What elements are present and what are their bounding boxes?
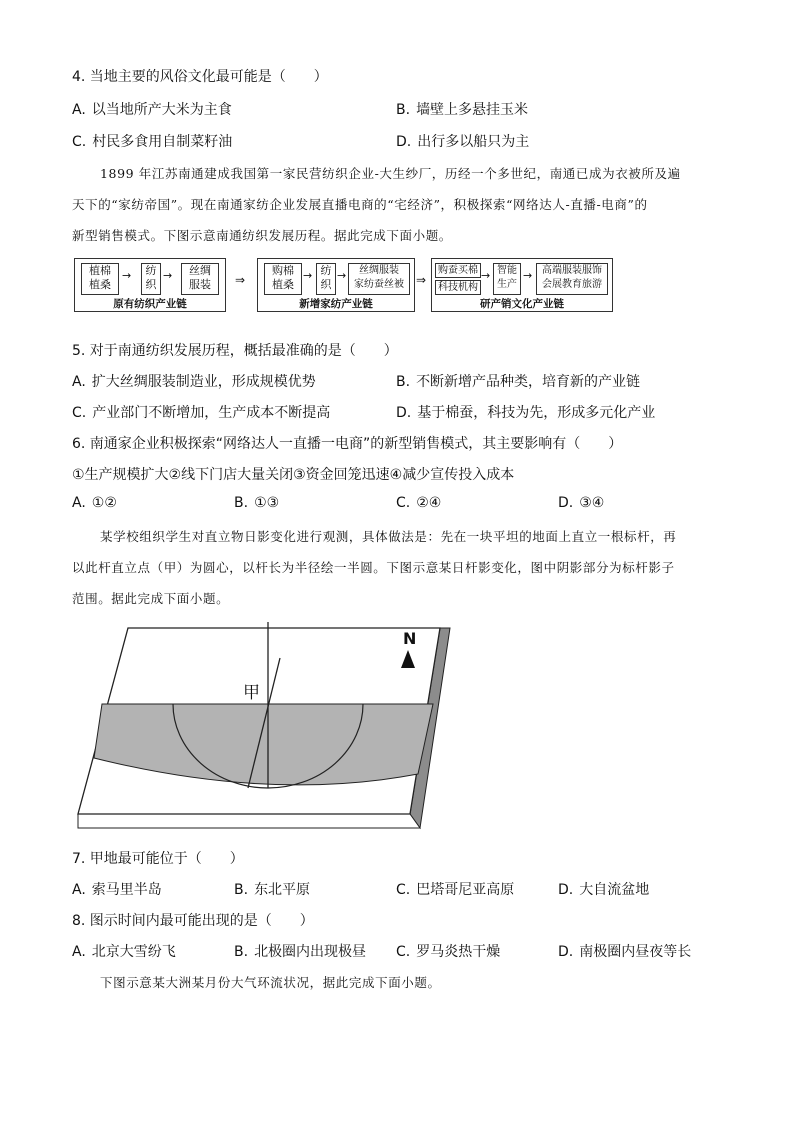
question-5-stem: 5. 对于南通纺织发展历程，概括最准确的是（ ） <box>72 343 398 359</box>
stage1-box-spinning <box>141 263 161 295</box>
q7-option-a <box>72 879 162 899</box>
option-label: B. <box>234 495 249 511</box>
q4-option-c <box>72 131 232 151</box>
option-label: A. <box>72 944 86 960</box>
box-text: 服装 <box>189 278 211 291</box>
passage-1-line-2: 天下的“家纺帝国”。现在南通家纺企业发展直播电商的“宅经济”，积极探索“网络达人-直播-电商”的 <box>72 197 648 212</box>
option-text: ③④ <box>579 495 605 511</box>
q8-option-b <box>234 941 366 961</box>
box-text: 会展教育旅游 <box>542 279 602 290</box>
option-text: 不断新增产品种类，培育新的产业链 <box>416 374 641 390</box>
shadow-diagram <box>70 618 470 833</box>
q7-option-b <box>234 879 310 899</box>
stage3-box-production <box>493 263 521 295</box>
passage-3-line-1: 下图示意某大洲某月份大气环流状况，据此完成下面小题。 <box>100 975 441 990</box>
question-7-stem: 7. 甲地最可能位于（ ） <box>72 851 244 867</box>
question-8-stem: 8. 图示时间内最可能出现的是（ ） <box>72 913 314 929</box>
option-text: 巴塔哥尼亚高原 <box>416 882 515 898</box>
box-text: 生产 <box>497 279 517 290</box>
q6-option-c <box>396 495 441 511</box>
right-arrow-icon: → <box>122 269 132 282</box>
option-label: D. <box>396 405 412 421</box>
box-text: 植棉 <box>89 264 111 277</box>
stage1-box-planting <box>81 263 119 295</box>
stage2-box-products <box>348 263 410 295</box>
stage2-box-spinning <box>316 263 336 295</box>
option-label: C. <box>72 134 87 150</box>
question-6-stem: 6. 南通家企业积极探索“网络达人一直播一电商”的新型销售模式，其主要影响有（ ） <box>72 436 623 452</box>
double-arrow-icon: ⇒ <box>416 273 427 287</box>
option-text: 扩大丝绸服装制造业，形成规模优势 <box>91 374 316 390</box>
q6-option-b <box>234 495 279 511</box>
stage3-box-sourcing: 购蚕买棉 <box>435 263 481 278</box>
q4-option-b <box>396 99 528 119</box>
stage2-box-sourcing <box>264 263 302 295</box>
q8-option-d <box>558 941 691 961</box>
q8-option-c <box>396 941 500 961</box>
stage3-box-products <box>536 263 608 295</box>
option-label: C. <box>396 944 411 960</box>
q5-option-d <box>396 402 655 422</box>
option-text: 东北平原 <box>254 882 311 898</box>
passage-1-line-1: 1899 年江苏南通建成我国第一家民营纺织企业-大生纱厂，历经一个多世纪，南通已成为衣被所及遍 <box>100 166 681 181</box>
option-label: A. <box>72 495 86 511</box>
right-arrow-icon: → <box>523 269 533 282</box>
passage-2-line-1: 某学校组织学生对直立物日影变化进行观测，具体做法是：先在一块平坦的地面上直立一根标杆，再 <box>100 529 677 544</box>
option-text: 大自流盆地 <box>579 882 650 898</box>
passage-2-line-3: 范围。据此完成下面小题。 <box>72 591 230 606</box>
box-text: 家纺蚕丝被 <box>354 279 404 290</box>
right-arrow-icon: → <box>337 269 347 282</box>
stage2-caption: 新增家纺产业链 <box>299 298 373 310</box>
option-text: 产业部门不断增加，生产成本不断提高 <box>92 405 331 421</box>
option-text: 南极圈内昼夜等长 <box>579 944 692 960</box>
box-text: 智能 <box>497 265 517 276</box>
box-text: 织 <box>145 278 157 291</box>
option-label: B. <box>396 102 411 118</box>
option-text: 村民多食用自制菜籽油 <box>92 134 233 150</box>
stage1-box-products <box>181 263 219 295</box>
box-text: 高端服装服饰 <box>542 265 602 276</box>
north-label: N <box>403 629 417 648</box>
q5-option-c <box>72 402 330 422</box>
point-jia-label: 甲 <box>243 683 260 703</box>
option-label: B. <box>234 882 249 898</box>
question-6-items: ①生产规模扩大②线下门店大量关闭③资金回笼迅速④减少宣传投入成本 <box>72 467 515 483</box>
slab-front <box>78 814 420 828</box>
box-text: 丝绸 <box>189 264 211 277</box>
option-label: C. <box>72 405 87 421</box>
right-arrow-icon: → <box>303 269 313 282</box>
option-label: C. <box>396 495 411 511</box>
option-label: A. <box>72 102 86 118</box>
option-label: A. <box>72 374 86 390</box>
q4-option-a <box>72 99 232 119</box>
double-arrow-icon: ⇒ <box>235 273 246 287</box>
stage1-caption: 原有纺织产业链 <box>113 298 187 310</box>
question-4-stem: 4. 当地主要的风俗文化最可能是（ ） <box>72 69 328 85</box>
flowchart-stage-3 <box>431 258 613 312</box>
box-text: 丝绸服装 <box>359 265 399 276</box>
option-text: ②④ <box>416 495 442 511</box>
q7-option-d <box>558 879 649 899</box>
option-text: 出行多以船只为主 <box>417 134 530 150</box>
box-text: 购棉 <box>272 264 294 277</box>
box-text: 纺 <box>145 264 157 277</box>
option-label: D. <box>558 495 574 511</box>
stage3-box-research: 科技机构 <box>435 280 481 295</box>
passage-2-line-2: 以此杆直立点（甲）为圆心，以杆长为半径绘一半圆。下图示意某日杆影变化，图中阴影部分为标杆影子 <box>72 560 675 575</box>
option-label: D. <box>558 944 574 960</box>
option-text: 墙壁上多悬挂玉米 <box>416 102 529 118</box>
right-arrow-icon: → <box>163 269 173 282</box>
option-text: 索马里半岛 <box>91 882 162 898</box>
option-text: 以当地所产大米为主食 <box>91 102 232 118</box>
box-text: 植桑 <box>272 278 294 291</box>
option-text: 北极圈内出现极昼 <box>254 944 367 960</box>
option-label: B. <box>396 374 411 390</box>
option-label: A. <box>72 882 86 898</box>
passage-1-line-3: 新型销售模式。下图示意南通纺织发展历程。据此完成下面小题。 <box>72 228 452 243</box>
box-text: 纺 <box>320 264 332 277</box>
option-text: ①③ <box>254 495 280 511</box>
option-label: D. <box>558 882 574 898</box>
option-text: ①② <box>91 495 117 511</box>
box-text: 织 <box>320 278 332 291</box>
option-text: 北京大雪纷飞 <box>91 944 176 960</box>
q8-option-a <box>72 941 176 961</box>
q5-option-b <box>396 371 640 391</box>
box-text: 植桑 <box>89 278 111 291</box>
option-label: C. <box>396 882 411 898</box>
q6-option-a <box>72 495 117 511</box>
q6-option-d <box>558 495 604 511</box>
option-text: 罗马炎热干燥 <box>416 944 501 960</box>
option-label: D. <box>396 134 412 150</box>
flowchart-stage-1 <box>74 258 226 312</box>
option-text: 基于棉蚕，科技为先，形成多元化产业 <box>417 405 656 421</box>
q7-option-c <box>396 879 514 899</box>
option-label: B. <box>234 944 249 960</box>
flowchart-stage-2 <box>257 258 415 312</box>
q4-option-d <box>396 131 529 151</box>
stage3-caption: 研产销文化产业链 <box>480 298 564 310</box>
q5-option-a <box>72 371 316 391</box>
right-arrow-icon: → <box>481 269 491 282</box>
